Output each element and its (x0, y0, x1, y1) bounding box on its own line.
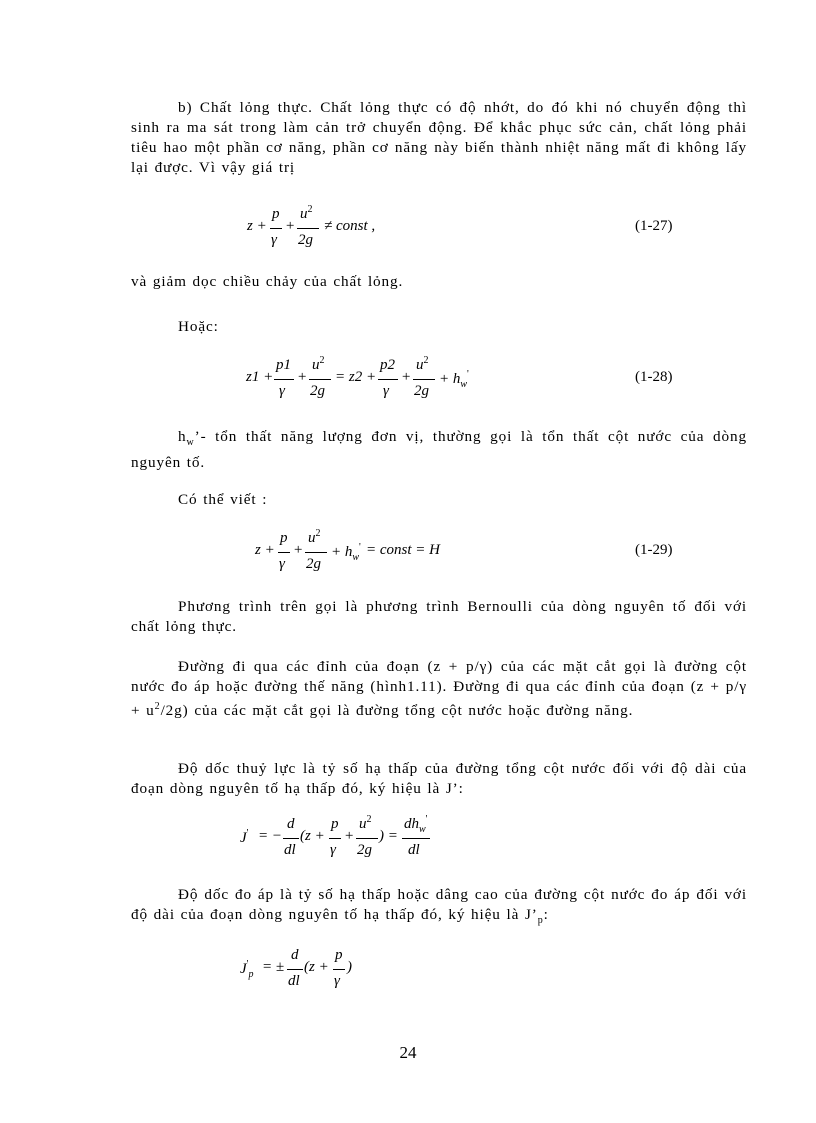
fraction-bar (283, 838, 299, 839)
fraction-bar (270, 228, 282, 229)
fraction-bar (309, 379, 331, 380)
equation-number: (1-27) (635, 218, 673, 234)
fraction-bar (413, 379, 435, 380)
fraction-bar (278, 552, 290, 553)
fraction-bar (329, 838, 341, 839)
paragraph-lines: Đường đi qua các đỉnh của đoạn (z + p/γ) của các mặt cắt gọi là đường cột nước đo áp hoặc đường thế năng (hình1.11). Đường đi qua các đỉnh của đoạn $(z + p/\gamma + u^2/2g)$ của các mặt cắt gọi là đường tổng cột nước hoặc đường năng. (131, 658, 747, 720)
fraction-bar (333, 969, 345, 970)
paragraph-head-loss: $h_w’-$ tổn thất năng lượng đơn vị, thường gọi là tổn thất cột nước của dòng nguyên tố. (131, 428, 747, 472)
fraction-bar (378, 379, 398, 380)
paragraph-piezometric-gradient: Độ dốc đo áp là tỷ số hạ thấp hoặc dâng cao của đường cột nước đo áp đối với độ dài của đoạn dòng nguyên tố hạ thấp đó, ký hiệu là $J’_p$: (131, 886, 747, 927)
page-number: 24 (399, 1043, 417, 1062)
fraction-bar (402, 838, 430, 839)
equation-number: (1-29) (635, 542, 673, 558)
fraction-bar (356, 838, 378, 839)
fraction-bar (287, 969, 303, 970)
paragraph-decrease: và giảm dọc chiều chảy của chất lỏng. (131, 273, 404, 290)
paragraph-or: Hoặc: (178, 318, 219, 335)
paragraph-can-write: Có thể viết : (178, 491, 268, 508)
paragraph-real-fluid: b) Chất lỏng thực. Chất lỏng thực có độ nhớt, do đó khi nó chuyển động thì sinh ra ma sát trong làm cản trở chuyển động. Để khắc phục sức cản, chất lỏng phải tiêu hao một phần cơ năng, phần cơ năng này biến thành nhiệt năng mất đi không lấy lại được. Vì vậy giá trị (131, 99, 747, 176)
paragraph-hydraulic-gradient: Độ dốc thuỷ lực là tỷ số hạ thấp của đường tổng cột nước đối với độ dài của đoạn dòng nguyên tố hạ thấp đó, ký hiệu là J’: (131, 760, 747, 797)
fraction-bar (297, 228, 319, 229)
paragraph-bernoulli: Phương trình trên gọi là phương trình Bernoulli của dòng nguyên tố đối với chất lỏng thực. (131, 598, 747, 635)
fraction-bar (274, 379, 294, 380)
fraction-bar (305, 552, 327, 553)
equation-number: (1-28) (635, 369, 673, 385)
